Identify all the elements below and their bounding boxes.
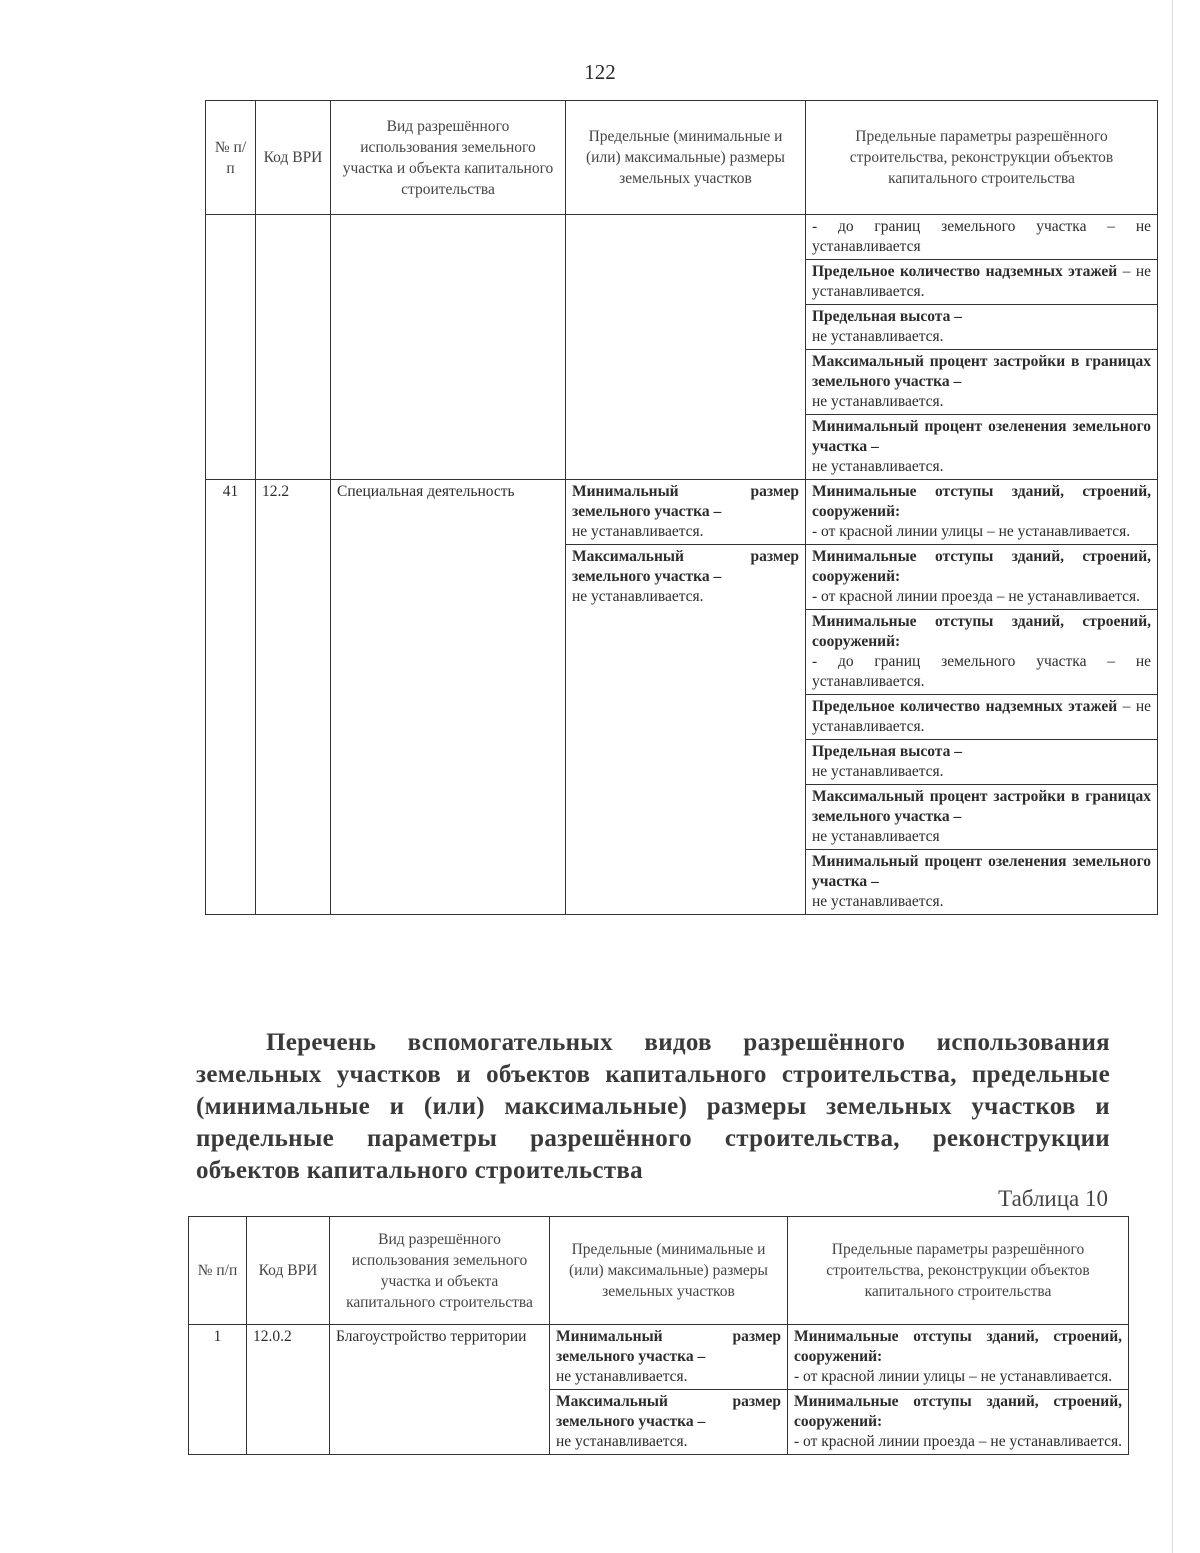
header-code: Код ВРИ — [247, 1217, 330, 1325]
table-row — [206, 480, 1158, 545]
header-kind: Вид разрешённого использования земельного участка и объекта капитального строительства — [330, 1217, 550, 1325]
param-cell: Максимальный процент застройки в границах земельного участка – не устанавливается. — [806, 350, 1158, 415]
page-number: 122 — [584, 60, 616, 84]
param-cell: Минимальные отступы зданий, строений, сооружений: - от красной линии проезда – не устанавливается. — [788, 1390, 1129, 1455]
header-params: Предельные параметры разрешённого строительства, реконструкции объектов капитального строительства — [806, 101, 1158, 215]
sizes-cell: Максимальный размер земельного участка – не устанавливается. — [566, 545, 806, 915]
param-cell: Минимальные отступы зданий, строений, сооружений: - от красной линии улицы – не устанавливается. — [806, 480, 1158, 545]
land-use-table-continued — [205, 100, 1158, 915]
param-cell: Минимальные отступы зданий, строений, сооружений: - от красной линии проезда – не устанавливается. — [806, 545, 1158, 610]
kind-cell — [331, 215, 566, 480]
table-caption: Таблица 10 — [998, 1186, 1108, 1211]
param-cell: Минимальный процент озеленения земельного участка – не устанавливается. — [806, 415, 1158, 480]
param-cell: Предельная высота – не устанавливается. — [806, 740, 1158, 785]
header-num: № п/п — [206, 101, 256, 215]
kind-cell: Специальная деятельность — [331, 480, 566, 915]
param-cell: Предельное количество надземных этажей – не устанавливается. — [806, 260, 1158, 305]
auxiliary-land-use-table — [188, 1216, 1129, 1455]
table-header-row — [189, 1217, 1129, 1325]
code-cell — [256, 215, 331, 480]
param-cell: - до границ земельного участка – не устанавливается — [806, 215, 1158, 260]
kind-cell: Благоустройство территории — [330, 1325, 550, 1455]
num-cell: 41 — [206, 480, 256, 915]
param-cell: Минимальный процент озеленения земельного участка – не устанавливается. — [806, 850, 1158, 915]
num-cell — [206, 215, 256, 480]
header-num: № п/п — [189, 1217, 247, 1325]
code-cell: 12.0.2 — [247, 1325, 330, 1455]
table-row — [189, 1325, 1129, 1390]
param-cell: Минимальные отступы зданий, строений, сооружений: - до границ земельного участка – не устанавливается. — [806, 610, 1158, 695]
param-cell: Предельное количество надземных этажей – не устанавливается. — [806, 695, 1158, 740]
table-header-row — [206, 101, 1158, 215]
sizes-cell — [566, 215, 806, 480]
param-cell: Предельная высота – не устанавливается. — [806, 305, 1158, 350]
sizes-cell: Максимальный размер земельного участка – не устанавливается. — [550, 1390, 788, 1455]
header-sizes: Предельные (минимальные и (или) максимальные) размеры земельных участков — [550, 1217, 788, 1325]
sizes-cell: Минимальный размер земельного участка – не устанавливается. — [550, 1325, 788, 1390]
header-kind: Вид разрешённого использования земельного участка и объекта капитального строительства — [331, 101, 566, 215]
header-sizes: Предельные (минимальные и (или) максимальные) размеры земельных участков — [566, 101, 806, 215]
sizes-cell: Минимальный размер земельного участка – не устанавливается. — [566, 480, 806, 545]
section-heading: Перечень вспомогательных видов разрешённого использования земельных участков и объектов капитального строительства, предельные (минимальные и (или) максимальные) размеры земельных участков и предельные параметры разрешённого строительства, реконструкции объектов капитального строительства — [196, 1029, 1110, 1184]
num-cell: 1 — [189, 1325, 247, 1455]
table-row — [206, 215, 1158, 260]
param-cell: Максимальный процент застройки в границах земельного участка – не устанавливается — [806, 785, 1158, 850]
param-cell: Минимальные отступы зданий, строений, сооружений: - от красной линии улицы – не устанавливается. — [788, 1325, 1129, 1390]
code-cell: 12.2 — [256, 480, 331, 915]
scan-edge-line — [1172, 0, 1173, 1553]
header-params: Предельные параметры разрешённого строительства, реконструкции объектов капитального строительства — [788, 1217, 1129, 1325]
header-code: Код ВРИ — [256, 101, 331, 215]
